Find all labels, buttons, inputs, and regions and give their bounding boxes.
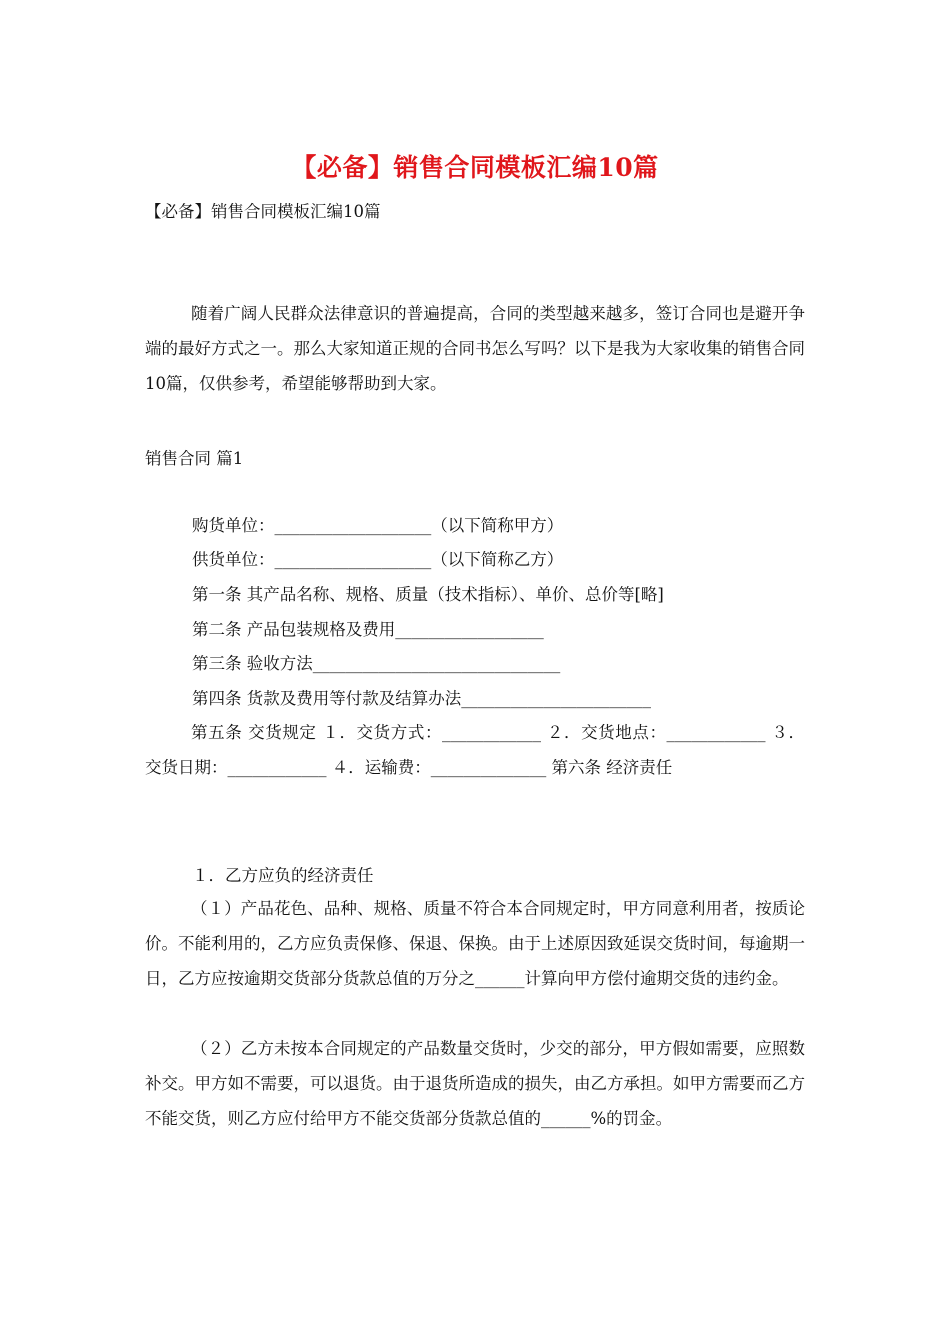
liability-heading: １．乙方应负的经济责任 <box>192 866 374 885</box>
clause-1: （１）产品花色、品种、规格、质量不符合本合同规定时，甲方同意利用者，按质论价。不能利用的，乙方应负责保修、保退、保换。由于上述原因致延误交货时间，每逾期一日，乙方应按逾期交货部分货款总值的万分之______计算向甲方偿付逾期交货的违约金。 <box>145 899 805 988</box>
document-title: 【必备】销售合同模板汇编10篇 <box>291 153 659 182</box>
article-3: 第三条 验收方法______________________________ <box>192 654 561 673</box>
clause-2: （２）乙方未按本合同规定的产品数量交货时，少交的部分，甲方假如需要，应照数补交。甲方如不需要，可以退货。由于退货所造成的损失，由乙方承担。如甲方需要而乙方不能交货，则乙方应付给甲方不能交货部分货款总值的______%的罚金。 <box>145 1039 805 1128</box>
seller-line: 供货单位：___________________（以下简称乙方） <box>192 550 564 569</box>
section-heading: 销售合同 篇1 <box>145 449 244 468</box>
document-subtitle: 【必备】销售合同模板汇编10篇 <box>145 202 381 221</box>
buyer-line: 购货单位：___________________（以下简称甲方） <box>192 516 564 535</box>
article-5: 第五条 交货规定 １．交货方式：____________ ２．交货地点：____________ ３．交货日期：____________ ４．运输费：______________ 第六条 经济责任 <box>145 723 805 777</box>
intro-paragraph: 随着广阔人民群众法律意识的普遍提高，合同的类型越来越多，签订合同也是避开争端的最好方式之一。那么大家知道正规的合同书怎么写吗？以下是我为大家收集的销售合同10篇，仅供参考，希望能够帮助到大家。 <box>145 304 805 393</box>
article-2: 第二条 产品包装规格及费用__________________ <box>192 620 544 639</box>
article-1: 第一条 其产品名称、规格、质量（技术指标）、单价、总价等[略] <box>192 585 664 604</box>
article-4: 第四条 货款及费用等付款及结算办法_______________________ <box>192 689 651 708</box>
